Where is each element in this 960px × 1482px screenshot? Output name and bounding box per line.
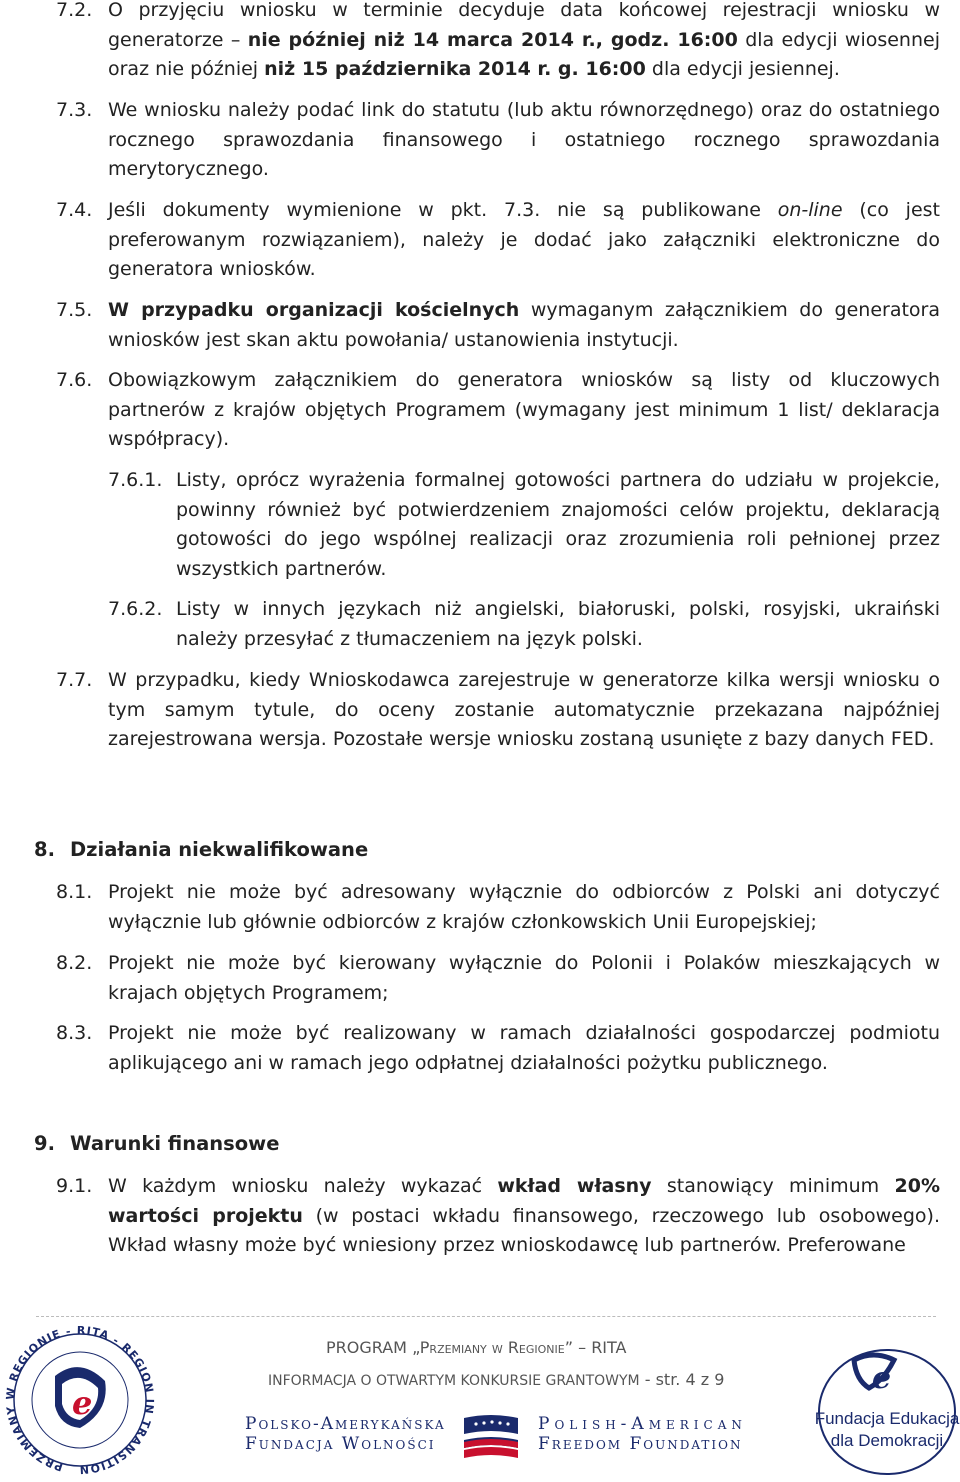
paf-flag-icon: [460, 1412, 522, 1468]
svg-text:e: e: [72, 1384, 93, 1422]
section-heading-9: 9. Warunki finansowe: [34, 1132, 280, 1155]
item-number: 7.6.2.: [108, 598, 163, 620]
footer-program: PROGRAM „Przemiany w Regionie” – RITA: [326, 1338, 627, 1357]
item-text: Listy w innych językach niż angielski, białoruski, polski, rosyjski, ukraiński należy przesyłać z tłumaczeniem na język polski.: [176, 598, 940, 650]
item-number: 8.2.: [56, 952, 93, 974]
item-number: 7.4.: [56, 199, 93, 221]
item-number: 8.1.: [56, 881, 93, 903]
rita-seal-logo: [0, 1326, 160, 1480]
item-text: W przypadku organizacji kościelnych wymaganym załącznikiem do generatora wniosków jest skan aktu powołania/ ustanowienia instytucji.: [108, 299, 940, 351]
item-text: We wniosku należy podać link do statutu (lub aktu równorzędnego) oraz do ostatniego rocznego sprawozdania finansowego i ostatniego rocznego sprawozdania merytorycznego.: [108, 99, 940, 180]
svg-text:dla Demokracji: dla Demokracji: [830, 1431, 944, 1450]
item-number: 7.7.: [56, 669, 93, 691]
item-text: O przyjęciu wniosku w terminie decyduje data końcowej rejestracji wniosku w generatorze – nie później niż 14 marca 2014 r., godz. 16:00 dla edycji wiosennej oraz nie później niż 15 października 2014 r. g. 16:00 dla edycji jesiennej.: [108, 0, 940, 80]
paf-polish-name: Polsko-Amerykańska Fundacja Wolności: [245, 1414, 446, 1454]
item-text: Projekt nie może być kierowany wyłącznie do Polonii i Polaków mieszkających w krajach objętych Programem;: [108, 952, 940, 1004]
item-text: Projekt nie może być realizowany w ramach działalności gospodarczej podmiotu aplikującego ani w ramach jego odpłatnej działalności pożytku publicznego.: [108, 1022, 940, 1074]
fed-logo: [814, 1340, 960, 1482]
item-text: Obowiązkowym załącznikiem do generatora wniosków są listy od kluczowych partnerów z krajów objętych Programem (wymagany jest minimum 1 list/ deklaracja współpracy).: [108, 369, 940, 450]
paf-english-name: Polish-American Freedom Foundation: [538, 1414, 747, 1454]
item-number: 7.2.: [56, 0, 93, 21]
item-number: 9.1.: [56, 1175, 93, 1197]
item-number: 7.6.1.: [108, 469, 163, 491]
svg-text:PRZEMIANY W REGIONIE - RITA -: PRZEMIANY W REGIONIE - RITA - REGION IN TRANSITION: [3, 1326, 157, 1476]
footer-divider: [36, 1316, 936, 1317]
section-heading-8: 8. Działania niekwalifikowane: [34, 838, 369, 861]
svg-text:Fundacja Edukacja: Fundacja Edukacja: [814, 1409, 960, 1428]
item-number: 8.3.: [56, 1022, 93, 1044]
item-text: Projekt nie może być adresowany wyłącznie do odbiorców z Polski ani dotyczyć wyłącznie lub głównie odbiorców z krajów członkowskich Unii Europejskiej;: [108, 881, 940, 933]
item-text: Jeśli dokumenty wymienione w pkt. 7.3. nie są publikowane on-line (co jest preferowanym rozwiązaniem), należy je dodać jako załączniki elektroniczne do generatora wniosków.: [108, 199, 940, 280]
svg-text:e: e: [872, 1361, 892, 1396]
item-text: W przypadku, kiedy Wnioskodawca zarejestruje w generatorze kilka wersji wniosku o tym samym tytule, do oceny zostanie automatycznie przekazana najpóźniej zarejestrowana wersja. Pozostałe wersje wniosku zostaną usunięte z bazy danych FED.: [108, 669, 940, 750]
footer-info: INFORMACJA O OTWARTYM KONKURSIE GRANTOWYM - str. 4 z 9: [268, 1370, 725, 1389]
item-text: W każdym wniosku należy wykazać wkład własny stanowiący minimum 20% wartości projektu (w postaci wkładu finansowego, rzeczowego lub osobowego). Wkład własny może być wniesiony przez wnioskodawcę lub partnerów. Preferowane: [108, 1175, 940, 1256]
item-number: 7.6.: [56, 369, 93, 391]
item-number: 7.3.: [56, 99, 93, 121]
item-text: Listy, oprócz wyrażenia formalnej gotowości partnera do udziału w projekcie, powinny również być potwierdzeniem znajomości celów projektu, deklaracją gotowości do jego wspólnej realizacji oraz zrozumienia roli pełnionej przez wszystkich partnerów.: [176, 469, 940, 580]
item-number: 7.5.: [56, 299, 93, 321]
